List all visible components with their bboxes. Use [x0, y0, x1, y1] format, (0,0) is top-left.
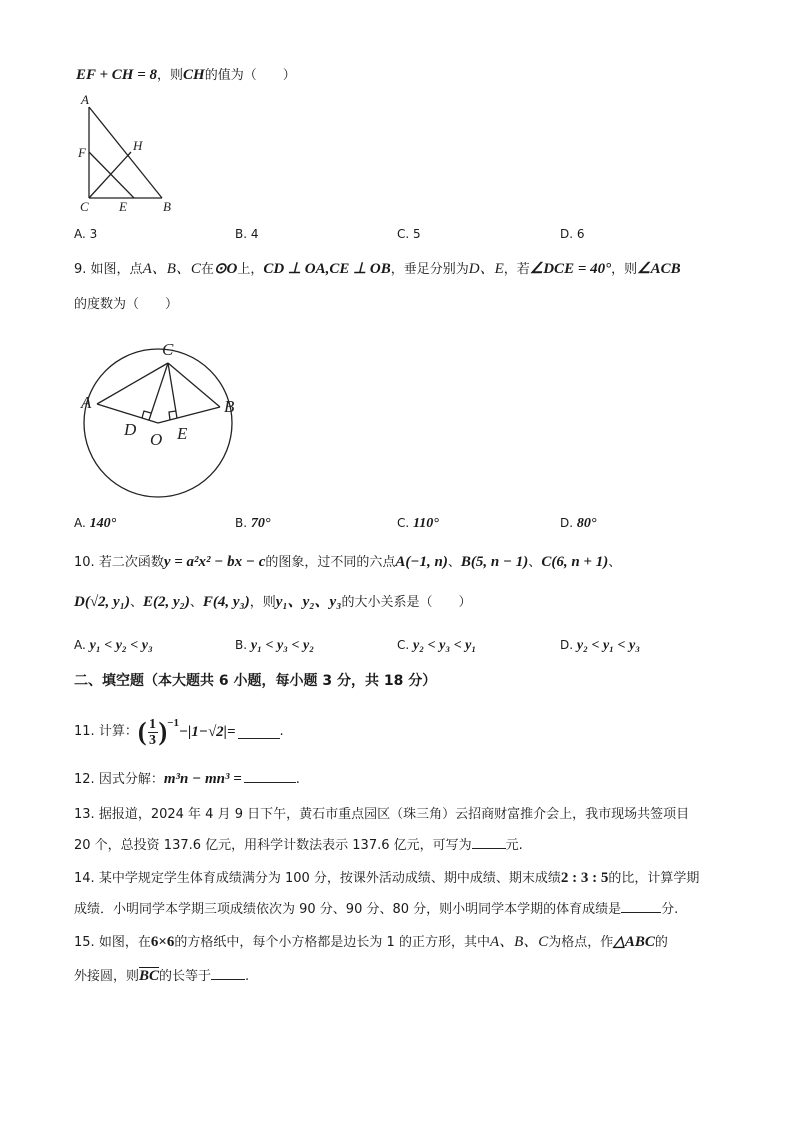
q15-line2: 外接圆，则$\overline{BC}$的长等于 .	[74, 968, 250, 984]
right-paren: )	[158, 717, 168, 746]
q8-option-b[interactable]: B. 4	[235, 227, 259, 241]
q11-answer-blank[interactable]	[238, 726, 280, 739]
q14-line1: 14. 某中学规定学生体育成绩满分为 100 分，按课外活动成绩、期中成绩、期末成绩2 : 3 : 5的比，计算学期	[74, 870, 700, 886]
arc-bc: $\overline{BC}$	[139, 968, 160, 984]
q9-stem-line1: 9. 如图，点A、B、C在⊙O上，CD ⊥ OA,CE ⊥ OB，垂足分别为D、E，若∠DCE = 40°，则∠ACB	[74, 261, 681, 277]
label-h: H	[133, 138, 143, 153]
q15-line1: 15. 如图，在6×6的方格纸中，每个小方格都是边长为 1 的正方形，其中A、B、C为格点，作△ABC的	[74, 934, 668, 950]
q10-option-a[interactable]: A. y₁ < y₂ < y₃	[74, 638, 153, 653]
segment-ce	[168, 363, 177, 418]
q9-circle-figure	[75, 335, 245, 505]
label-e: E	[177, 424, 188, 443]
q15-answer-blank[interactable]	[211, 967, 245, 980]
q8-option-d[interactable]: D. 6	[560, 227, 585, 241]
label-c: C	[162, 340, 174, 359]
q9-option-d[interactable]: D. 80°	[560, 516, 597, 531]
segment-cd	[149, 363, 168, 420]
segment-ab	[89, 107, 162, 198]
label-b: B	[224, 397, 235, 416]
left-paren: (	[137, 717, 147, 746]
label-c: C	[80, 199, 89, 214]
label-a: A	[81, 393, 92, 412]
q10-option-d[interactable]: D. y₂ < y₁ < y₃	[560, 638, 641, 653]
q9-condition: CD ⊥ OA,CE ⊥ OB	[263, 261, 391, 277]
section-heading: 二、填空题（本大题共 6 小题，每小题 3 分，共 18 分）	[74, 673, 437, 689]
q14-line2: 成绩．小明同学本学期三项成绩依次为 90 分、90 分、80 分，则小明同学本学期的体育成绩是 分.	[74, 902, 679, 917]
q10-stem-line2: D(√2, y₁)、E(2, y₂)、F(4, y₃)，则y₁、y₂、y₃的大小关系是（ ）	[74, 594, 472, 610]
q13-line2: 20 个，总投资 137.6 亿元，用科学计数法表示 137.6 亿元，可写为 元.	[74, 838, 523, 853]
q10-function: y = a²x² − bx − c	[163, 554, 266, 570]
q13-answer-blank[interactable]	[472, 836, 506, 849]
q8-option-a[interactable]: A. 3	[74, 227, 98, 241]
q8-triangle-figure	[70, 90, 180, 214]
label-d: D	[124, 420, 137, 439]
q9-option-b[interactable]: B. 70°	[235, 516, 271, 531]
q14-answer-blank[interactable]	[621, 900, 661, 913]
q8-option-c[interactable]: C. 5	[397, 227, 421, 241]
q9-option-c[interactable]: C. 110°	[397, 516, 439, 531]
label-b: B	[163, 199, 171, 214]
q12-answer-blank[interactable]	[244, 770, 296, 783]
label-a: A	[81, 92, 89, 107]
q9-option-a[interactable]: A. 140°	[74, 516, 117, 531]
q10-option-c[interactable]: C. y₂ < y₃ < y₁	[397, 638, 477, 653]
label-o: O	[150, 430, 163, 449]
q8-condition: EF + CH = 8	[76, 67, 158, 83]
q10-option-b[interactable]: B. y₁ < y₃ < y₂	[235, 638, 315, 653]
segment-ob	[158, 407, 220, 423]
q11-stem: 11. 计算： ( 1 3 ) −1 −|1−√2|= .	[74, 716, 284, 748]
segment-cb	[168, 363, 220, 407]
q12-stem: 12. 因式分解：m³n − mn³ = .	[74, 771, 300, 787]
label-e: E	[119, 199, 127, 214]
q10-stem-line1: 10. 若二次函数y = a²x² − bx − c的图象，过不同的六点A(−1, n)、B(5, n − 1)、C(6, n + 1)、	[74, 554, 622, 570]
q8-stem: EF + CH = 8，则CH的值为（ ）	[76, 67, 296, 83]
q11-fraction: 1 3	[149, 716, 157, 748]
q9-stem-line2: 的度数为（ ）	[74, 297, 179, 312]
q13-line1: 13. 据报道，2024 年 4 月 9 日下午，黄石市重点园区（珠三角）云招商财富推介会上，我市现场共签项目	[74, 807, 690, 822]
q8-target-var: CH	[183, 67, 205, 83]
label-f: F	[78, 145, 86, 160]
